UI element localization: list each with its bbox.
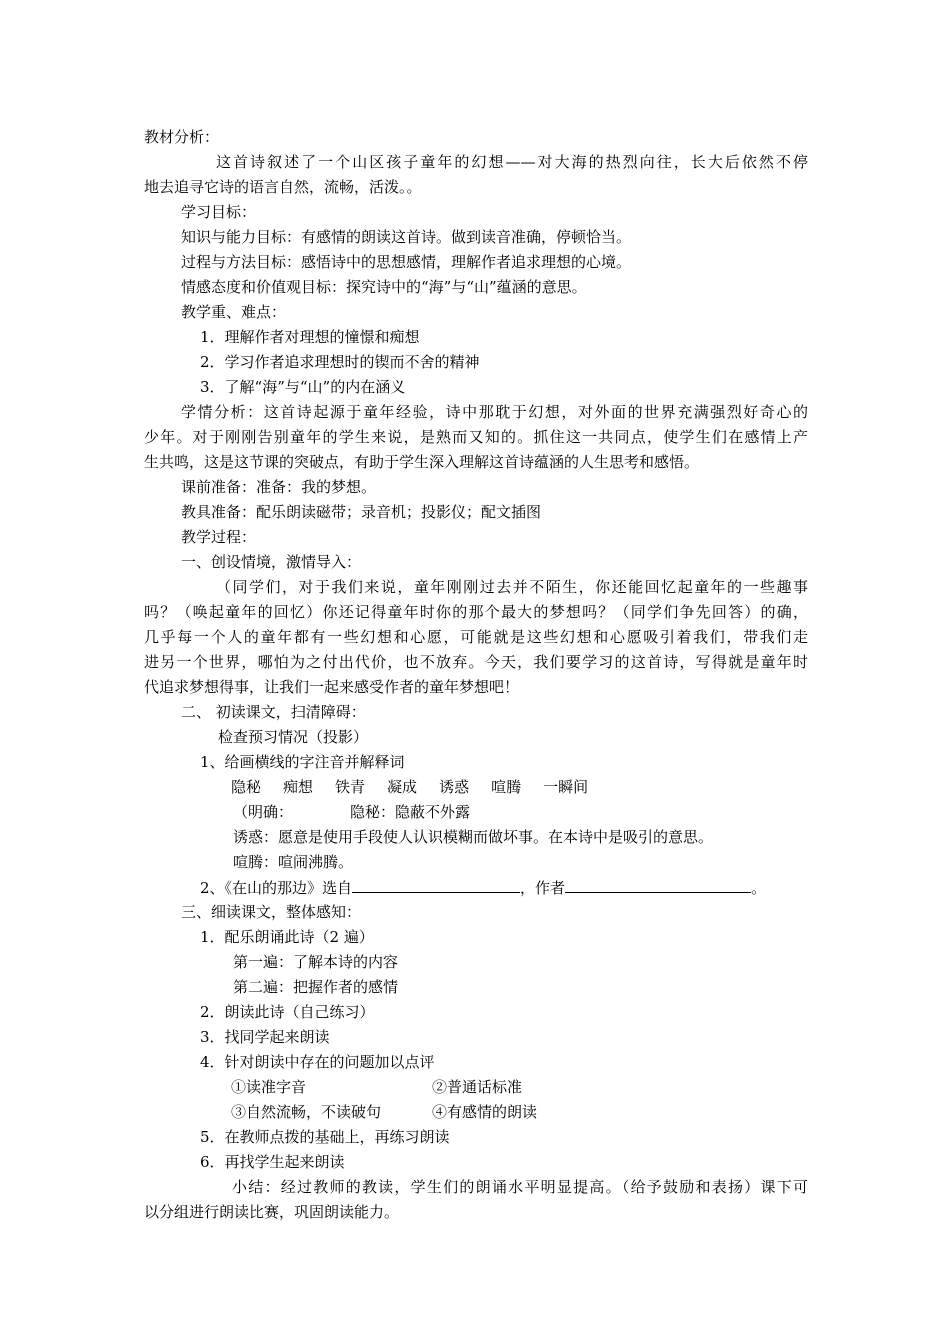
goal-item: 情感态度和价值观目标：探究诗中的“海”与“山”蕴涵的意思。	[181, 278, 587, 296]
step-subitem: 第二遍：把握作者的感情	[233, 978, 399, 996]
word-definition: 喧腾：喧闹沸腾。	[233, 853, 354, 871]
section-1-paragraph-line: 代追求梦想得事，让我们一起来感受作者的童年梦想吧！	[144, 678, 520, 696]
step-subitem: 第一遍：了解本诗的内容	[233, 953, 399, 971]
intro-paragraph-line: 这首诗叙述了一个山区孩子童年的幻想——对大海的热烈向往，长大后依然不停	[216, 153, 808, 171]
key-point-item: 1．理解作者对理想的憧憬和痴想	[200, 328, 420, 346]
vocabulary-word: 一瞬间	[543, 778, 589, 796]
analysis-paragraph-line: 学情分析：这首诗起源于童年经验，诗中那耽于幻想，对外面的世界充满强烈好奇心的	[181, 403, 808, 421]
clarify-label: （明确：	[233, 803, 294, 821]
student-preparation: 课前准备：准备：我的梦想。	[181, 478, 377, 496]
vocabulary-word: 喧腾	[491, 778, 522, 796]
section-heading: 教材分析：	[144, 128, 220, 146]
blank-author-line	[565, 877, 751, 893]
clarify-definition: 隐秘：隐蔽不外露	[350, 803, 471, 821]
question-1: 1、给画横线的字注音并解释词	[200, 753, 405, 771]
goals-title: 学习目标：	[181, 203, 257, 221]
goal-item: 过程与方法目标：感悟诗中的思想感情，理解作者追求理想的心境。	[181, 253, 632, 271]
section-3-title: 三、细读课文，整体感知：	[181, 903, 362, 921]
vocabulary-word: 铁青	[335, 778, 366, 796]
question-2-end: 。	[751, 879, 767, 897]
analysis-paragraph-line: 生共鸣，这是这节课的突破点，有助于学生深入理解这首诗蕴涵的人生思考和感悟。	[144, 453, 700, 471]
step-item: 4．针对朗读中存在的问题加以点评	[200, 1053, 435, 1071]
step-item: 3．找同学起来朗读	[200, 1028, 330, 1046]
vocabulary-word: 痴想	[283, 778, 314, 796]
blank-source-line	[352, 877, 520, 893]
section-1-title: 一、创设情境，激情导入：	[181, 553, 362, 571]
review-point: ③自然流畅，不读破句	[231, 1103, 382, 1121]
analysis-paragraph-line: 少年。对于刚刚告别童年的学生来说，是熟而又知的。抓住这一共同点，使学生们在感情上产	[144, 428, 808, 446]
summary-paragraph-line: 小结：经过教师的教读，学生们的朗诵水平明显提高。（给予鼓励和表扬）课下可	[232, 1178, 808, 1196]
vocabulary-word: 凝成	[387, 778, 418, 796]
summary-paragraph-line: 以分组进行朗读比赛，巩固朗读能力。	[144, 1203, 400, 1221]
review-point: ④有感情的朗读	[432, 1103, 538, 1121]
key-points-title: 教学重、难点：	[181, 303, 287, 321]
section-1-paragraph-line: 吗？（唤起童年的回忆）你还记得童年时你的那个最大的梦想吗？（同学们争先回答）的确，	[144, 603, 808, 621]
question-2	[200, 877, 766, 898]
section-1-paragraph-line: （同学们，对于我们来说，童年刚刚过去并不陌生，你还能回忆起童年的一些趣事	[216, 578, 808, 596]
process-title: 教学过程：	[181, 528, 257, 546]
review-point: ①读准字音	[231, 1078, 307, 1096]
section-2-title: 二、 初读课文，扫清障碍：	[181, 703, 366, 721]
question-2-text: 2、《在山的那边》选自	[200, 879, 353, 897]
vocabulary-word: 隐秘	[231, 778, 262, 796]
step-item: 2．朗读此诗（自己练习）	[200, 1003, 375, 1021]
step-item: 6．再找学生起来朗读	[200, 1153, 345, 1171]
review-point: ②普通话标准	[432, 1078, 523, 1096]
word-definition: 诱惑：愿意是使用手段使人认识模糊而做坏事。在本诗中是吸引的意思。	[233, 828, 714, 846]
goal-item: 知识与能力目标：有感情的朗读这首诗。做到读音准确，停顿恰当。	[181, 228, 632, 246]
key-point-item: 2．学习作者追求理想时的锲而不舍的精神	[200, 353, 480, 371]
vocabulary-list	[231, 777, 588, 797]
key-point-item: 3．了解“海”与“山”的内在涵义	[200, 378, 406, 396]
vocabulary-word: 诱惑	[439, 778, 470, 796]
step-item: 1．配乐朗诵此诗（2 遍）	[200, 928, 374, 946]
question-2-author-text: ，作者	[520, 879, 566, 897]
teacher-preparation: 教具准备：配乐朗读磁带；录音机；投影仪；配文插图	[181, 503, 542, 521]
preview-check: 检查预习情况（投影）	[218, 728, 369, 746]
step-item: 5．在教师点拨的基础上，再练习朗读	[200, 1128, 450, 1146]
intro-paragraph-line: 地去追寻它诗的语言自然，流畅，活泼。。	[144, 178, 422, 196]
section-1-paragraph-line: 进另一个世界，哪怕为之付出代价，也不放弃。今天，我们要学习的这首诗，写得就是童年时	[144, 653, 808, 671]
section-1-paragraph-line: 几乎每一个人的童年都有一些幻想和心愿，可能就是这些幻想和心愿吸引着我们，带我们走	[144, 628, 808, 646]
